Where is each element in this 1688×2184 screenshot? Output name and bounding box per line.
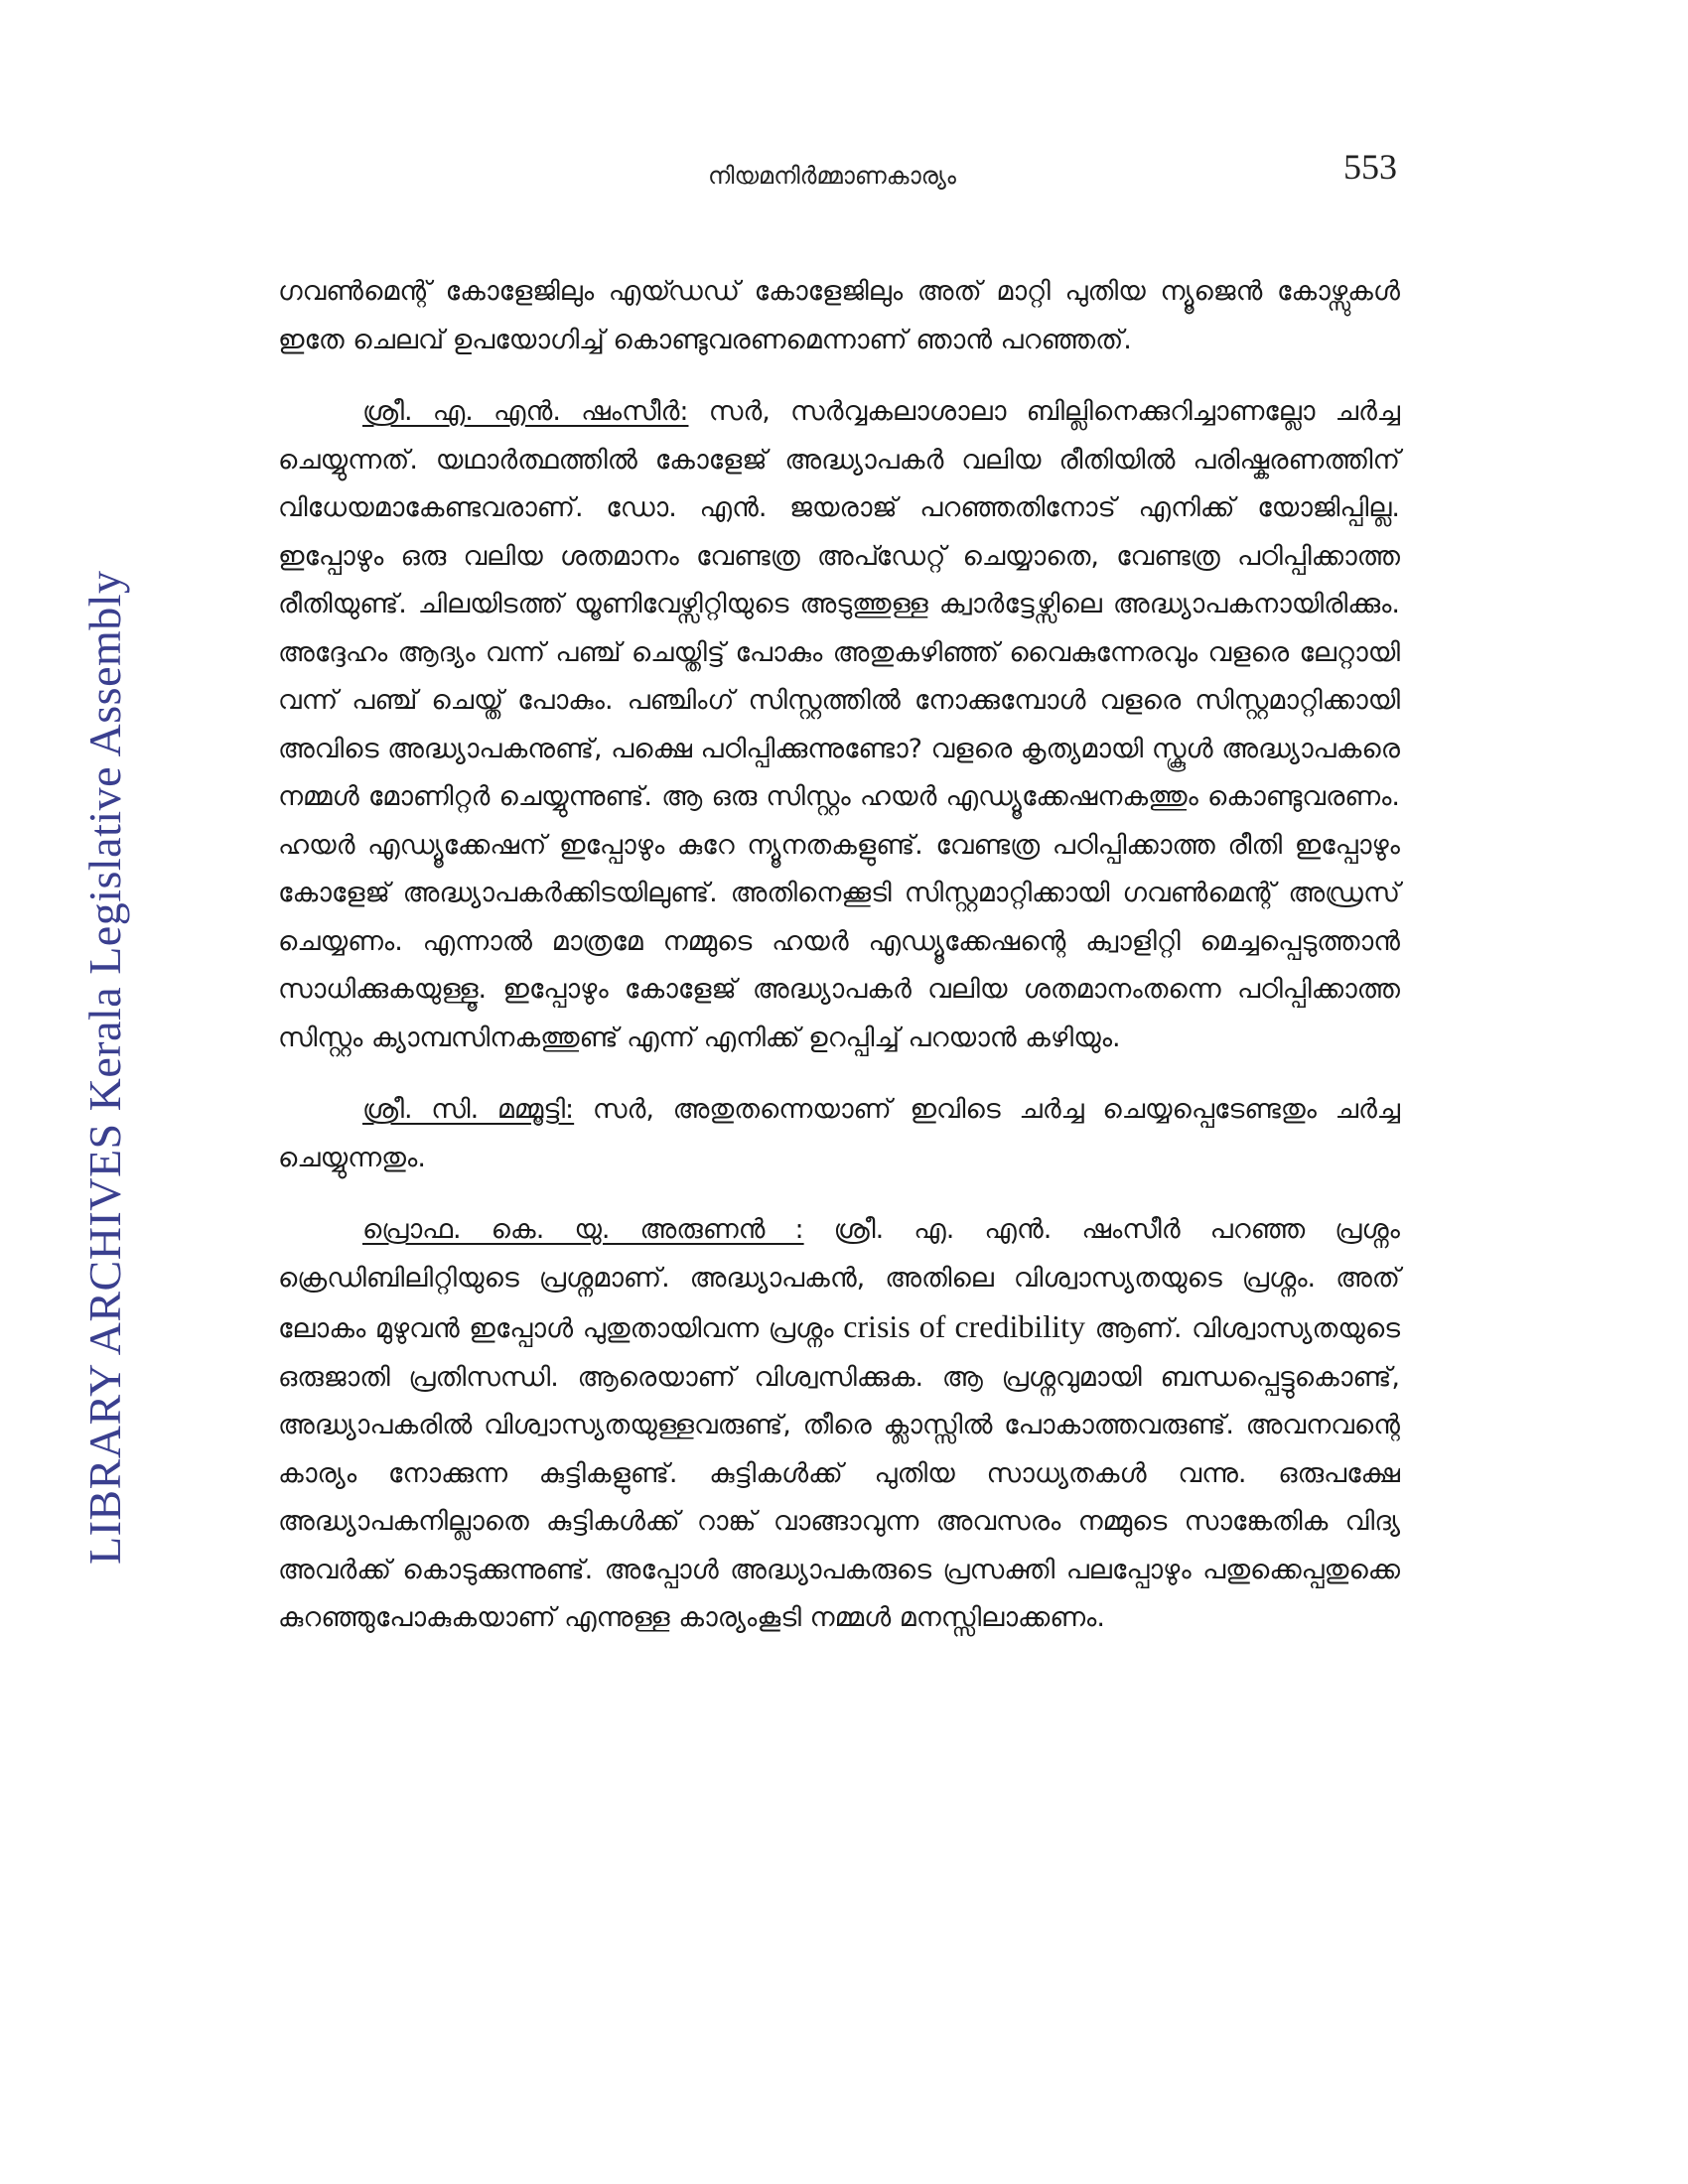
paragraph-text: ആണ്. വിശ്വാസ്യതയുടെ ഒരുജാതി പ്രതിസന്ധി. ആരെയാണ് വിശ്വസിക്കുക. ആ പ്രശ്നവുമായി ബന്ധപ്പെട്ടുകൊണ്ട്, അദ്ധ്യാപകരിൽ വിശ്വാസ്യതയുള്ളവരുണ്ട്, തീരെ ക്ലാസ്സിൽ പോകാത്തവരുണ്ട്. അവനവന്റെ കാര്യം നോക്കുന്ന കുട്ടികളുണ്ട്. കുട്ടികൾക്ക് പുതിയ സാധ്യതകൾ വന്നു. ഒരുപക്ഷേ അദ്ധ്യാപകനില്ലാതെ കുട്ടികൾക്ക് റാങ്ക് വാങ്ങാവുന്ന അവസരം നമ്മുടെ സാങ്കേതിക വിദ്യ അവർക്ക് കൊടുക്കുന്നുണ്ട്. അപ്പോൾ അദ്ധ്യാപകരുടെ പ്രസക്തി പലപ്പോഴും പതുക്കെപ്പതുക്കെ കുറഞ്ഞുപോകുകയാണ് എന്നുള്ള കാര്യംകൂടി നമ്മൾ മനസ്സിലാക്കണം. [278, 1313, 1401, 1633]
archive-watermark: LIBRARY ARCHIVES Kerala Legislative Assembly [79, 570, 130, 1565]
paragraph-speech [278, 388, 1400, 1062]
speaker-name: ശ്രീ. സി. മമ്മൂട്ടി: [362, 1094, 575, 1125]
speaker-name: പ്രൊഫ. കെ. യു. അരുണൻ : [362, 1214, 804, 1245]
paragraph-text: സർ, അതുതന്നെയാണ് ഇവിടെ ചർച്ച ചെയ്യപ്പെടേണ്ടതും ചർച്ച ചെയ്യുന്നതും. [278, 1094, 1400, 1173]
english-phrase: crisis of credibility [843, 1308, 1085, 1344]
paragraph-speech [278, 1086, 1400, 1182]
paragraph-text: സർ, സർവ്വകലാശാലാ ബില്ലിനെക്കുറിച്ചാണല്ലോ ചർച്ച ചെയ്യുന്നത്. യഥാർത്ഥത്തിൽ കോളേജ് അദ്ധ്യാപകർ വലിയ രീതിയിൽ പരിഷ്കരണത്തിന് വിധേയമാകേണ്ടവരാണ്. ഡോ. എൻ. ജയരാജ് പറഞ്ഞതിനോട് എനിക്ക് യോജിപ്പില്ല. ഇപ്പോഴും ഒരു വലിയ ശതമാനം വേണ്ടത്ര അപ്ഡേറ്റ് ചെയ്യാതെ, വേണ്ടത്ര പഠിപ്പിക്കാത്ത രീതിയുണ്ട്. ചിലയിടത്ത് യൂണിവേഴ്സിറ്റിയുടെ അടുത്തുള്ള ക്വാർട്ടേഴ്സിലെ അദ്ധ്യാപകനായിരിക്കും. അദ്ദേഹം ആദ്യം വന്ന് പഞ്ച് ചെയ്തിട്ട് പോകും അതുകഴിഞ്ഞ് വൈകുന്നേരവും വളരെ ലേറ്റായി വന്ന് പഞ്ച് ചെയ്ത് പോകും. പഞ്ചിംഗ് സിസ്റ്റത്തിൽ നോക്കുമ്പോൾ വളരെ സിസ്റ്റമാറ്റിക്കായി അവിടെ അദ്ധ്യാപകനുണ്ട്, പക്ഷെ പഠിപ്പിക്കുന്നുണ്ടോ? വളരെ കൃത്യമായി സ്കൂൾ അദ്ധ്യാപകരെ നമ്മൾ മോണിറ്റർ ചെയ്യുന്നുണ്ട്. ആ ഒരു സിസ്റ്റം ഹയർ എഡ്യൂക്കേഷനകത്തും കൊണ്ടുവരണം. ഹയർ എഡ്യൂക്കേഷന് ഇപ്പോഴും കുറേ ന്യൂനതകളുണ്ട്. വേണ്ടത്ര പഠിപ്പിക്കാത്ത രീതി ഇപ്പോഴും കോളേജ് അദ്ധ്യാപകർക്കിടയിലുണ്ട്. അതിനെക്കൂടി സിസ്റ്റമാറ്റിക്കായി ഗവൺമെന്റ് അഡ്രസ് ചെയ്യണം. എന്നാൽ മാത്രമേ നമ്മുടെ ഹയർ എഡ്യൂക്കേഷന്റെ ക്വാളിറ്റി മെച്ചപ്പെടുത്താൻ സാധിക്കുകയുള്ളൂ. ഇപ്പോഴും കോളേജ് അദ്ധ്യാപകർ വലിയ ശതമാനംതന്നെ പഠിപ്പിക്കാത്ത സിസ്റ്റം ക്യാമ്പസിനകത്തുണ്ട് എന്ന് എനിക്ക് ഉറപ്പിച്ച് പറയാൻ കഴിയും. [278, 396, 1401, 1053]
running-title: നിയമനിർമ്മാണകാര്യം [708, 162, 956, 190]
speaker-name: ശ്രീ. എ. എൻ. ഷംസീർ: [362, 396, 689, 427]
paragraph-speech [278, 1206, 1400, 1643]
paragraph-text: ഗവൺമെന്റ് കോളേജിലും എയ്ഡഡ് കോളേജിലും അത് മാറ്റി പുതിയ ന്യൂജെൻ കോഴ്സുകൾ ഇതേ ചെലവ് ഉപയോഗിച്ച് കൊണ്ടുവരണമെന്നാണ് ഞാൻ പറഞ്ഞത്. [278, 276, 1400, 355]
page-number: 553 [1343, 147, 1397, 187]
document-body [278, 268, 1400, 1667]
paragraph-continuation [278, 268, 1400, 364]
paragraph-text: ശ്രീ. എ. എൻ. ഷംസീർ പറഞ്ഞ പ്രശ്നം ക്രെഡിബിലിറ്റിയുടെ പ്രശ്നമാണ്. അദ്ധ്യാപകൻ, അതിലെ വിശ്വാസ്യതയുടെ പ്രശ്നം. അത് ലോകം മുഴുവൻ ഇപ്പോൾ പുതുതായിവന്ന പ്രശ്നം [278, 1214, 1400, 1344]
